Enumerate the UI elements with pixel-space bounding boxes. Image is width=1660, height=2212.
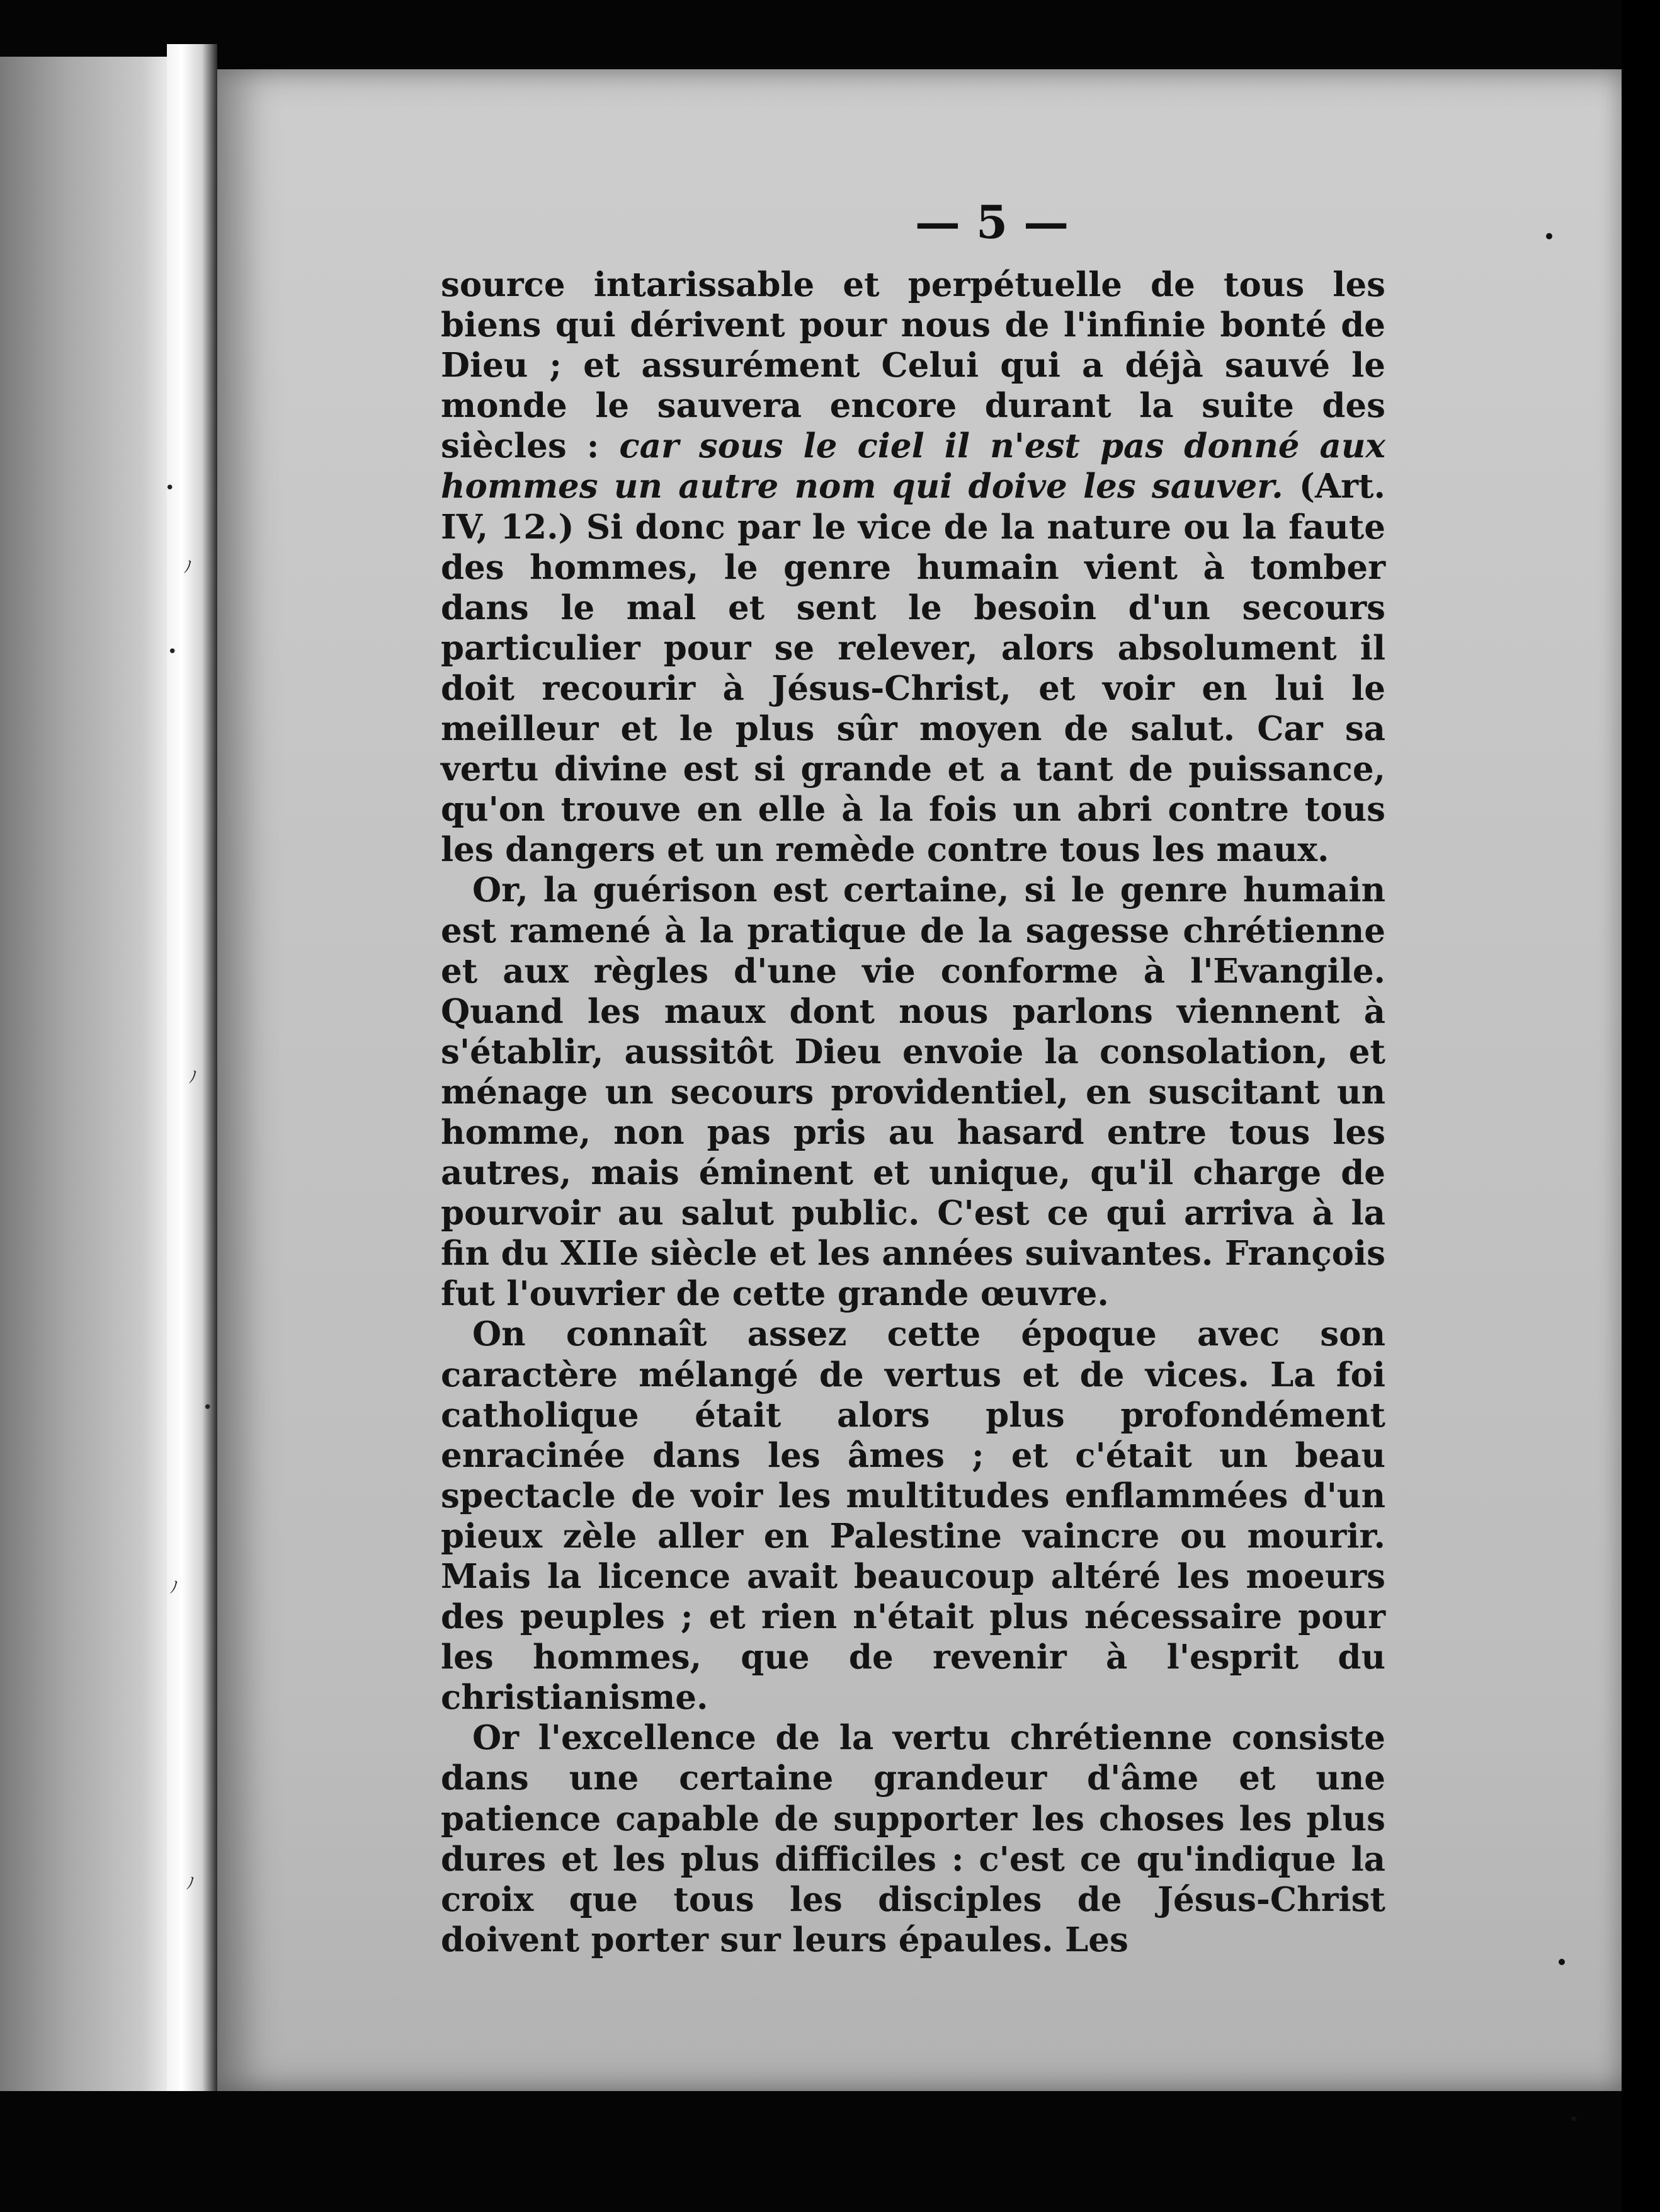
- paragraph: [441, 870, 1385, 1314]
- page-number: — 5 —: [914, 195, 1069, 249]
- dust-speck: [1571, 2116, 1576, 2121]
- paragraph-text: (Art. IV, 12.) Si donc par le vice de la nature ou la faute des hommes, le genre humain vient à tomber dans le mal et sent le besoin d'un secours particulier pour se relever, alors absolument il doit recourir à Jésus-Christ, et voir en lui le meilleur et le plus sûr moyen de salut. Car sa vertu divine est si grande et a tant de puissance, qu'on trouve en elle à la fois un abri contre tous les dangers et un remède contre tous les maux.: [441, 467, 1385, 870]
- margin-mark: ﾉ: [186, 1874, 195, 1893]
- book-page: [217, 69, 1622, 2091]
- italic-quotation: car sous le ciel il n'est pas donné aux hommes un autre nom qui doive les sauver.: [441, 426, 1385, 506]
- dust-speck: [1546, 233, 1552, 239]
- margin-mark: ﾉ: [184, 558, 193, 577]
- paragraph: [441, 1314, 1385, 1718]
- paragraph-text: On connaît assez cette époque avec son caractère mélangé de vertus et de vices. La foi catholique était alors plus profondément enracinée dans les âmes ; et c'était un beau spectacle de voir les multitudes enflammées d'un pieux zèle aller en Palestine vaincre ou mourir. Mais la licence avait beaucoup altéré les moeurs des peuples ; et rien n'était plus nécessaire pour les hommes, que de revenir à l'esprit du christianisme.: [441, 1314, 1385, 1718]
- paragraph-text: Or l'excellence de la vertu chrétienne consiste dans une certaine grandeur d'âme et une patience capable de supporter les choses les plus dures et les plus difficiles : c'est ce qu'indique la croix que tous les disciples de Jésus-Christ doivent porter sur leurs épaules. Les: [441, 1718, 1385, 1959]
- margin-mark: •: [168, 642, 178, 661]
- margin-mark: ﾉ: [189, 1068, 198, 1087]
- paragraph: [441, 1718, 1385, 1960]
- margin-mark: ﾉ: [170, 1578, 179, 1597]
- margin-mark: •: [165, 479, 175, 498]
- paragraph-text: Or, la guérison est certaine, si le genre humain est ramené à la pratique de la sagesse chrétienne et aux règles d'une vie conforme à l'Evangile. Quand les maux dont nous parlons viennent à s'établir, aussitôt Dieu envoie la consolation, et ménage un secours providentiel, en suscitant un homme, non pas pris au hasard entre tous les autres, mais éminent et unique, qu'il charge de pourvoir au salut public. C'est ce qui arriva à la fin du XIIe siècle et les années suivantes. François fut l'ouvrier de cette grande œuvre.: [441, 870, 1385, 1314]
- paragraph-text: source intarissable et perpétuelle de tous les biens qui dérivent pour nous de l'infinie bonté de Dieu ; et assurément Celui qui a déjà sauvé le monde le sauvera encore durant la suite des siècles :: [441, 265, 1385, 466]
- dust-speck: [1559, 1959, 1565, 1965]
- paragraph: [441, 265, 1385, 870]
- page-body: [441, 265, 1385, 1960]
- margin-mark: •: [203, 1398, 213, 1417]
- previous-page-edge: [0, 57, 167, 2091]
- scan-border: [1622, 0, 1660, 2212]
